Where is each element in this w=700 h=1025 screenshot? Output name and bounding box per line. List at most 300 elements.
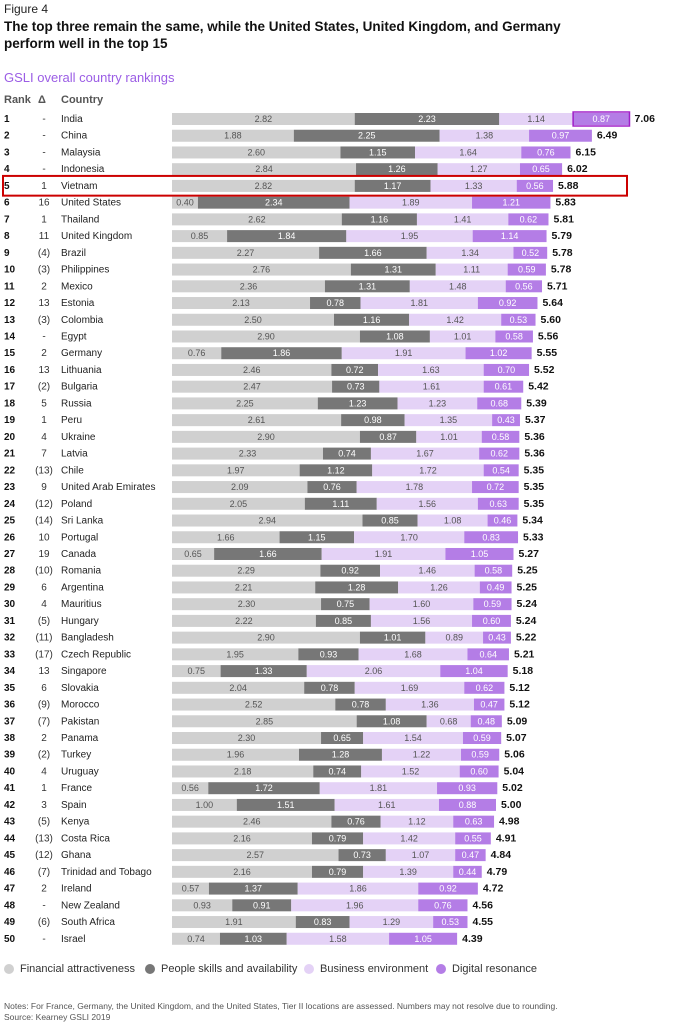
delta-label: (5) (37, 615, 51, 627)
country-label: Brazil (61, 247, 87, 259)
rank-label: 19 (4, 415, 16, 427)
total-value-label: 5.02 (502, 782, 523, 795)
country-label: Mexico (61, 281, 93, 293)
rank-label: 22 (4, 465, 16, 477)
segment-value-label: 0.73 (346, 381, 365, 392)
segment-value-label: 0.74 (187, 933, 205, 944)
segment-value-label: 0.62 (519, 214, 538, 225)
total-value-label: 4.72 (482, 882, 504, 895)
rank-label: 23 (4, 482, 16, 494)
segment-value-label: 1.22 (412, 749, 431, 760)
segment-value-label: 1.91 (394, 348, 413, 359)
delta-label: (14) (35, 515, 53, 527)
legend-swatch-financial (4, 964, 14, 974)
total-value-label: 5.18 (512, 665, 534, 678)
country-label: Latvia (61, 448, 88, 460)
segment-value-label: 0.59 (471, 749, 489, 760)
delta-label: 1 (41, 783, 47, 795)
total-value-label: 4.56 (472, 899, 493, 912)
delta-label: 2 (41, 281, 47, 293)
segment-value-label: 1.95 (226, 649, 244, 660)
segment-value-label: 1.95 (400, 231, 419, 242)
segment-value-label: 2.23 (418, 114, 436, 124)
delta-label: (7) (37, 866, 51, 878)
segment-value-label: 1.04 (465, 666, 483, 677)
country-label: Thailand (61, 214, 100, 226)
segment-value-label: 2.25 (357, 130, 376, 141)
segment-value-label: 1.14 (500, 231, 519, 242)
segment-value-label: 0.65 (333, 733, 351, 744)
rank-label: 45 (4, 850, 16, 862)
segment-value-label: 0.46 (493, 515, 512, 526)
total-value-label: 5.55 (536, 347, 558, 360)
segment-value-label: 0.88 (458, 799, 477, 810)
segment-value-label: 1.68 (404, 649, 422, 660)
segment-value-label: 0.68 (439, 716, 458, 727)
rank-label: 17 (4, 381, 16, 393)
segment-value-label: 2.85 (255, 716, 274, 727)
country-label: Chile (61, 465, 84, 477)
segment-value-label: 1.21 (502, 197, 520, 208)
segment-value-label: 1.58 (329, 933, 347, 944)
total-value-label: 5.78 (552, 246, 573, 259)
country-label: Ghana (61, 850, 92, 862)
segment-value-label: 0.56 (515, 281, 533, 292)
rank-label: 39 (4, 749, 16, 761)
total-value-label: 5.36 (524, 430, 545, 443)
rank-label: 1 (4, 114, 10, 125)
segment-value-label: 0.75 (336, 599, 355, 610)
rank-column-header: Rank (4, 94, 31, 106)
figure-label: Figure 4 (4, 2, 49, 16)
total-value-label: 5.60 (540, 313, 561, 326)
legend-label-digital: Digital resonance (452, 963, 537, 975)
country-label: Poland (61, 498, 93, 510)
delta-label: - (42, 164, 46, 176)
segment-value-label: 1.17 (383, 180, 402, 191)
segment-value-label: 1.05 (470, 548, 489, 559)
total-value-label: 4.79 (486, 865, 508, 878)
segment-value-label: 1.28 (347, 582, 366, 593)
rank-label: 16 (4, 364, 16, 376)
segment-value-label: 2.09 (230, 482, 249, 493)
segment-value-label: 2.57 (246, 850, 265, 861)
delta-label: 1 (41, 214, 47, 226)
segment-value-label: 1.81 (410, 298, 428, 309)
segment-value-label: 0.76 (323, 482, 341, 493)
segment-value-label: 1.36 (421, 699, 439, 710)
country-label: Turkey (61, 749, 92, 761)
segment-value-label: 1.61 (422, 381, 441, 392)
country-label: Vietnam (61, 180, 98, 192)
segment-value-label: 1.35 (439, 415, 458, 426)
segment-value-label: 0.59 (473, 733, 491, 744)
segment-value-label: 1.52 (401, 766, 420, 777)
segment-value-label: 0.78 (351, 699, 370, 710)
total-value-label: 4.84 (490, 849, 512, 862)
segment-value-label: 2.62 (248, 214, 266, 225)
rank-label: 9 (4, 247, 10, 259)
country-label: Czech Republic (61, 649, 132, 661)
segment-value-label: 1.01 (453, 331, 472, 342)
segment-value-label: 1.41 (453, 214, 472, 225)
delta-label: - (42, 900, 46, 912)
segment-value-label: 0.59 (518, 264, 536, 275)
source-text: Source: Kearney GSLI 2019 (4, 1012, 111, 1022)
segment-value-label: 1.16 (370, 214, 389, 225)
total-value-label: 5.35 (523, 481, 545, 494)
delta-label: (13) (35, 833, 53, 845)
rank-label: 10 (4, 264, 16, 276)
segment-value-label: 0.58 (505, 331, 523, 342)
total-value-label: 5.33 (523, 531, 544, 544)
segment-value-label: 0.83 (313, 917, 332, 928)
segment-value-label: 1.91 (225, 917, 243, 928)
country-label: South Africa (61, 917, 115, 929)
segment-value-label: 0.44 (458, 866, 477, 877)
segment-value-label: 1.27 (470, 164, 488, 175)
segment-value-label: 1.02 (489, 348, 508, 359)
segment-value-label: 1.63 (422, 364, 440, 375)
segment-value-label: 0.62 (475, 682, 494, 693)
segment-value-label: 0.60 (470, 766, 488, 777)
delta-label: 13 (38, 364, 50, 376)
rank-label: 7 (4, 214, 10, 226)
segment-value-label: 1.86 (349, 883, 367, 894)
segment-value-label: 0.43 (488, 632, 506, 643)
segment-value-label: 0.64 (479, 649, 497, 660)
delta-label: 13 (38, 298, 50, 310)
delta-label: 6 (41, 682, 47, 694)
country-label: Kenya (61, 816, 90, 828)
delta-label: 19 (38, 548, 50, 560)
segment-value-label: 1.69 (400, 682, 419, 693)
segment-value-label: 1.00 (195, 799, 214, 810)
total-value-label: 5.79 (551, 230, 572, 243)
segment-value-label: 1.48 (449, 281, 467, 292)
rank-label: 29 (4, 582, 16, 594)
segment-value-label: 2.94 (258, 515, 277, 526)
rank-label: 27 (4, 548, 16, 560)
delta-label: 9 (41, 482, 47, 494)
rank-label: 12 (4, 298, 16, 310)
rank-label: 44 (4, 833, 16, 845)
rank-label: 14 (4, 331, 16, 343)
country-label: New Zealand (61, 900, 120, 912)
segment-value-label: 0.52 (521, 247, 540, 258)
country-label: Colombia (61, 314, 104, 326)
segment-value-label: 0.78 (326, 298, 345, 309)
total-value-label: 5.83 (555, 196, 576, 209)
segment-value-label: 1.01 (383, 632, 402, 643)
segment-value-label: 1.15 (308, 532, 326, 543)
segment-value-label: 0.87 (592, 114, 611, 124)
segment-value-label: 0.61 (494, 381, 513, 392)
country-label: Costa Rica (61, 833, 110, 845)
rank-label: 35 (4, 682, 16, 694)
rank-label: 50 (4, 933, 16, 945)
segment-value-label: 0.92 (439, 883, 457, 894)
segment-value-label: 0.49 (486, 582, 505, 593)
figure-title: The top three remain the same, while the United States, United Kingdom, and Germany perform well in the top 15 (4, 19, 561, 51)
delta-label: (9) (37, 699, 51, 711)
total-value-label: 5.35 (523, 464, 545, 477)
segment-value-label: 0.75 (187, 666, 206, 677)
legend-swatch-digital (436, 964, 446, 974)
delta-label: (2) (37, 749, 51, 761)
segment-value-label: 1.31 (358, 281, 377, 292)
legend-label-people: People skills and availability (161, 963, 298, 975)
country-label: Russia (61, 398, 92, 410)
country-label: Israel (61, 933, 86, 945)
notes (4, 1001, 558, 1023)
total-value-label: 5.34 (522, 514, 543, 527)
segment-value-label: 1.11 (332, 498, 350, 509)
country-label: Bulgaria (61, 381, 98, 393)
segment-value-label: 0.79 (328, 833, 347, 844)
segment-value-label: 0.54 (492, 465, 510, 476)
country-label: United States (61, 197, 122, 209)
total-value-label: 5.64 (542, 297, 563, 310)
total-value-label: 5.07 (506, 732, 527, 745)
total-value-label: 5.25 (517, 564, 538, 577)
segment-value-label: 1.26 (430, 582, 448, 593)
segment-value-label: 2.60 (247, 147, 266, 158)
segment-value-label: 0.98 (364, 415, 382, 426)
country-label: Estonia (61, 298, 95, 310)
country-column-header: Country (61, 94, 104, 106)
segment-value-label: 0.76 (537, 147, 555, 158)
country-label: Portugal (61, 532, 99, 544)
total-value-label: 5.09 (506, 715, 528, 728)
segment-value-label: 1.29 (382, 917, 401, 928)
total-value-label: 5.24 (515, 614, 537, 627)
total-value-label: 5.12 (509, 698, 530, 711)
total-value-label: 5.06 (504, 748, 525, 761)
country-label: Uruguay (61, 766, 99, 778)
rank-label: 4 (4, 164, 10, 176)
total-value-label: 7.06 (634, 113, 655, 125)
total-value-label: 4.98 (499, 815, 520, 828)
segment-value-label: 1.34 (461, 247, 479, 258)
segment-value-label: 2.47 (243, 381, 261, 392)
segment-value-label: 0.48 (477, 716, 496, 727)
segment-value-label: 1.70 (400, 532, 418, 543)
segment-value-label: 1.12 (327, 465, 345, 476)
rank-label: 13 (4, 314, 16, 326)
segment-value-label: 1.01 (440, 431, 458, 442)
segment-value-label: 1.91 (374, 548, 393, 559)
delta-label: (17) (35, 649, 53, 661)
rank-label: 21 (4, 448, 16, 460)
legend-item-digital (436, 963, 537, 975)
total-value-label: 4.91 (495, 832, 517, 845)
segment-value-label: 0.62 (490, 448, 509, 459)
segment-value-label: 2.46 (242, 364, 261, 375)
segment-value-label: 2.90 (257, 331, 275, 342)
segment-value-label: 1.88 (224, 130, 242, 141)
rank-label: 20 (4, 431, 16, 443)
segment-value-label: 0.83 (482, 532, 500, 543)
country-label: Ukraine (61, 431, 96, 443)
legend-swatch-people (145, 964, 155, 974)
rank-label: 42 (4, 799, 16, 811)
segment-value-label: 1.08 (386, 331, 404, 342)
delta-label: 13 (38, 666, 50, 678)
total-value-label: 5.42 (528, 380, 549, 393)
rank-label: 34 (4, 666, 16, 678)
segment-value-label: 0.93 (193, 900, 211, 911)
segment-value-label: 2.29 (237, 565, 255, 576)
total-value-label: 5.78 (550, 263, 572, 276)
country-label: Lithuania (61, 364, 102, 376)
delta-label: 1 (41, 415, 47, 427)
total-value-label: 6.15 (575, 146, 596, 159)
rank-label: 38 (4, 733, 16, 745)
total-value-label: 5.35 (523, 497, 545, 510)
total-value-label: 5.25 (516, 581, 537, 594)
country-label: China (61, 130, 88, 142)
segment-value-label: 0.53 (441, 917, 460, 928)
segment-value-label: 2.16 (233, 833, 251, 844)
segment-value-label: 1.66 (217, 532, 235, 543)
segment-value-label: 0.85 (381, 515, 399, 526)
country-label: United Kingdom (61, 231, 133, 243)
legend-item-people (145, 963, 297, 975)
total-value-label: 6.49 (596, 129, 618, 142)
segment-value-label: 1.72 (419, 465, 437, 476)
segment-value-label: 0.89 (445, 632, 463, 643)
delta-label: (13) (35, 465, 53, 477)
segment-value-label: 2.46 (242, 816, 261, 827)
delta-label: 16 (38, 197, 50, 209)
total-value-label: 5.39 (526, 397, 547, 410)
segment-value-label: 1.07 (411, 850, 430, 861)
segment-value-label: 1.51 (276, 799, 295, 810)
delta-label: (3) (37, 264, 51, 276)
segment-value-label: 0.68 (490, 398, 509, 409)
segment-value-label: 0.79 (328, 866, 347, 877)
legend-item-business (304, 963, 428, 975)
segment-value-label: 0.93 (319, 649, 338, 660)
segment-value-label: 2.05 (229, 498, 248, 509)
delta-label: 3 (41, 799, 47, 811)
segment-value-label: 2.82 (254, 114, 273, 124)
delta-label: (7) (37, 716, 51, 728)
segment-value-label: 0.73 (353, 850, 371, 861)
segment-value-label: 1.96 (345, 900, 364, 911)
country-label: Pakistan (61, 716, 100, 728)
delta-label: 2 (41, 348, 47, 360)
segment-value-label: 0.47 (461, 850, 480, 861)
delta-label: (11) (35, 632, 53, 644)
segment-value-label: 1.60 (412, 599, 431, 610)
segment-value-label: 1.14 (527, 114, 545, 124)
segment-value-label: 1.12 (408, 816, 426, 827)
segment-value-label: 0.59 (483, 599, 502, 610)
delta-label: 4 (41, 431, 47, 443)
segment-value-label: 1.61 (378, 799, 396, 810)
segment-value-label: 1.67 (416, 448, 434, 459)
rank-label: 3 (4, 147, 10, 159)
segment-value-label: 0.43 (497, 415, 515, 426)
segment-value-label: 1.78 (405, 482, 424, 493)
segment-value-label: 2.52 (244, 699, 263, 710)
total-value-label: 5.56 (537, 330, 559, 343)
country-label: France (61, 783, 93, 795)
segment-value-label: 0.93 (458, 783, 476, 794)
segment-value-label: 0.58 (484, 565, 503, 576)
segment-value-label: 0.85 (334, 615, 353, 626)
segment-value-label: 0.47 (480, 699, 498, 710)
segment-value-label: 1.23 (428, 398, 447, 409)
segment-value-label: 0.76 (187, 348, 206, 359)
total-value-label: 5.27 (518, 547, 539, 560)
country-label: Ireland (61, 883, 92, 895)
segment-value-label: 1.16 (362, 314, 381, 325)
country-label: Morocco (61, 699, 100, 711)
segment-value-label: 1.42 (446, 314, 464, 325)
rank-label: 6 (4, 197, 10, 209)
total-value-label: 5.04 (503, 765, 525, 778)
segment-value-label: 2.16 (233, 866, 251, 877)
rank-label: 18 (4, 398, 16, 410)
segment-value-label: 0.97 (551, 130, 570, 141)
segment-value-label: 2.27 (236, 247, 255, 258)
segment-value-label: 1.97 (227, 465, 245, 476)
rank-label: 46 (4, 866, 16, 878)
rank-label: 36 (4, 699, 16, 711)
segment-value-label: 2.33 (238, 448, 257, 459)
rank-label: 43 (4, 816, 16, 828)
segment-value-label: 2.84 (255, 164, 273, 175)
segment-value-label: 2.22 (235, 615, 253, 626)
segment-value-label: 1.66 (259, 548, 277, 559)
segment-value-label: 2.04 (229, 682, 247, 693)
segment-value-label: 2.61 (247, 415, 266, 426)
rank-label: 41 (4, 783, 16, 795)
country-label: Sri Lanka (61, 515, 104, 527)
delta-label: 7 (41, 448, 47, 460)
delta-label: (5) (37, 816, 51, 828)
segment-value-label: 0.74 (328, 766, 347, 777)
segment-value-label: 1.33 (254, 666, 273, 677)
segment-value-label: 0.65 (532, 164, 550, 175)
total-value-label: 5.81 (553, 213, 574, 226)
segment-value-label: 1.15 (368, 147, 387, 158)
segment-value-label: 1.37 (244, 883, 263, 894)
segment-value-label: 1.08 (382, 716, 401, 727)
country-label: Argentina (61, 582, 104, 594)
total-value-label: 5.00 (501, 798, 522, 811)
total-value-label: 5.36 (524, 447, 545, 460)
segment-value-label: 1.03 (244, 933, 263, 944)
delta-label: (3) (37, 314, 51, 326)
segment-value-label: 2.50 (244, 314, 262, 325)
rank-label: 30 (4, 599, 16, 611)
country-label: Germany (61, 348, 103, 360)
delta-label: 2 (41, 883, 47, 895)
segment-value-label: 2.36 (239, 281, 258, 292)
segment-value-label: 1.89 (402, 197, 420, 208)
notes-text: Notes: For France, Germany, the United Kingdom, and the United States, Tier II locations are assessed. Numbers may not resolve due to rounding. (4, 1001, 558, 1011)
segment-value-label: 0.91 (252, 900, 271, 911)
country-label: Canada (61, 548, 97, 560)
segment-value-label: 0.40 (176, 197, 194, 208)
segment-value-label: 0.63 (464, 816, 483, 827)
segment-value-label: 0.72 (486, 482, 505, 493)
segment-value-label: 1.23 (348, 398, 367, 409)
